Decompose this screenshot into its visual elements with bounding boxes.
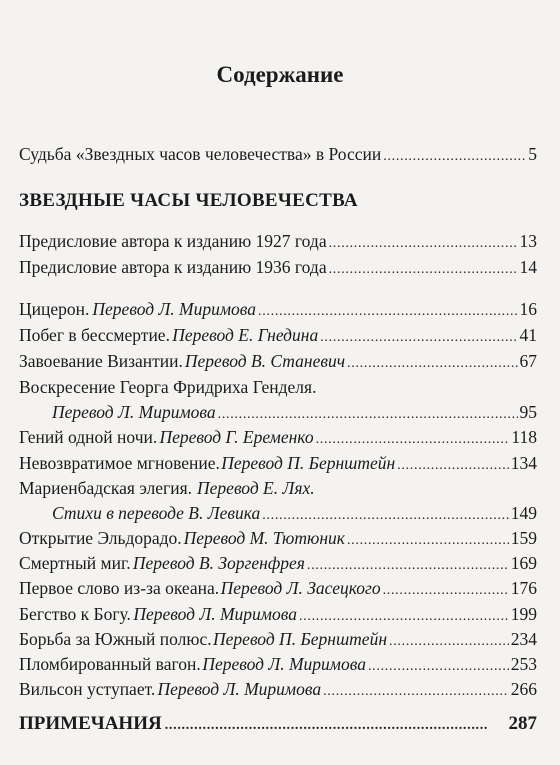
- toc-entry-translator: Перевод Г. Еременко: [159, 427, 314, 447]
- toc-page-number: 266: [510, 679, 537, 699]
- dot-leader: [347, 353, 517, 375]
- dot-leader: [165, 718, 506, 734]
- toc-entry[interactable]: [19, 298, 537, 323]
- dot-leader: [329, 233, 518, 255]
- toc-page-number: 14: [519, 257, 537, 277]
- toc-entry[interactable]: [19, 653, 537, 678]
- toc-page-number: 149: [510, 503, 537, 523]
- toc-entry-title: ПРИМЕЧАНИЯ: [19, 713, 162, 734]
- dot-leader: [323, 681, 509, 703]
- toc-page-number: 176: [510, 578, 537, 598]
- toc-entry-continuation[interactable]: [52, 401, 537, 426]
- toc-page-number: 41: [519, 325, 537, 345]
- toc-entry-title: Пломбированный вагон.: [19, 654, 201, 674]
- toc-page-number: 234: [510, 629, 537, 649]
- toc-entry[interactable]: [19, 376, 316, 398]
- toc-entry-translator: Перевод В. Станевич: [184, 351, 346, 371]
- toc-entry-title: Цицерон.: [19, 299, 90, 319]
- dot-leader: [262, 505, 509, 527]
- toc-entry-translator: Перевод Л. Миримова: [92, 299, 257, 319]
- toc-entry[interactable]: [19, 527, 537, 552]
- toc-entry-title: Невозвратимое мгновение.: [19, 453, 220, 473]
- toc-entry-title: Открытие Эльдорадо.: [19, 528, 182, 548]
- section-heading: ЗВЕЗДНЫЕ ЧАСЫ ЧЕЛОВЕЧЕСТВА: [19, 190, 358, 211]
- toc-entry-title: Предисловие автора к изданию 1927 года: [19, 231, 327, 251]
- toc-entry-title: Смертный миг.: [19, 553, 131, 573]
- page-title: Содержание: [216, 62, 344, 87]
- toc-entry-title: Борьба за Южный полюс.: [19, 629, 212, 649]
- toc-entry[interactable]: [19, 324, 537, 349]
- toc-page-number: 253: [510, 654, 537, 674]
- toc-page-number: 13: [519, 231, 537, 251]
- toc-entry-title: Завоевание Византии.: [19, 351, 183, 371]
- toc-entry-translator: Перевод В. Зоргенфрея: [132, 553, 305, 573]
- dot-leader: [347, 530, 509, 552]
- toc-entry-title: Воскресение Георга Фридриха Генделя.: [19, 377, 317, 397]
- toc-entry-preface-1927[interactable]: [19, 230, 537, 255]
- toc-entry-translator: Перевод Л. Засецкого: [220, 578, 381, 598]
- toc-entry-translator: Перевод Л. Миримова: [202, 654, 366, 674]
- toc-page-number: 67: [519, 351, 537, 371]
- toc-page-number: 287: [508, 713, 537, 734]
- toc-page-number: 16: [519, 299, 537, 319]
- toc-entry-intro[interactable]: [19, 143, 537, 168]
- toc-page-number: 199: [510, 604, 537, 624]
- toc-entry[interactable]: [19, 678, 537, 703]
- toc-entry-translator: Перевод Л. Миримова: [157, 679, 322, 699]
- toc-entry-title: Бегство к Богу.: [19, 604, 131, 624]
- toc-entry-translator: Стихи в переводе В. Левика: [52, 503, 261, 523]
- toc-entry[interactable]: [19, 603, 537, 628]
- toc-entry[interactable]: [19, 452, 537, 477]
- dot-leader: [397, 455, 509, 477]
- toc-entry[interactable]: [19, 628, 537, 653]
- toc-entry-continuation[interactable]: [52, 502, 537, 527]
- toc-entry-translator: Перевод Е. Гнедина: [172, 325, 319, 345]
- toc-entry-title: Предисловие автора к изданию 1936 года: [19, 257, 327, 277]
- dot-leader: [320, 327, 517, 349]
- toc-entry[interactable]: [19, 426, 537, 451]
- toc-entry-translator: Перевод Л. Миримова: [133, 604, 297, 624]
- dot-leader: [389, 631, 509, 653]
- dot-leader: [307, 555, 509, 577]
- dot-leader: [218, 404, 518, 426]
- toc-entry-title: Гений одной ночи.: [19, 427, 158, 447]
- toc-page-number: 5: [528, 144, 537, 164]
- dot-leader: [383, 580, 509, 602]
- toc-page-number: 169: [510, 553, 537, 573]
- toc-entry[interactable]: [19, 552, 537, 577]
- dot-leader: [258, 301, 517, 323]
- toc-entry[interactable]: [19, 350, 537, 375]
- toc-entry-translator: Перевод Л. Миримова: [52, 402, 216, 422]
- toc-entry-translator: Перевод П. Бернштейн: [221, 453, 396, 473]
- dot-leader: [368, 656, 509, 678]
- dot-leader: [329, 259, 518, 281]
- toc-entry-translator: Перевод М. Тютюник: [183, 528, 345, 548]
- toc-entry-title: Вильсон уступает.: [19, 679, 156, 699]
- toc-entry[interactable]: [19, 477, 315, 499]
- dot-leader: [316, 429, 510, 451]
- toc-entry-notes[interactable]: [19, 713, 537, 735]
- toc-entry-title: Судьба «Звездных часов человечества» в России: [19, 144, 382, 164]
- toc-page-number: 134: [510, 453, 537, 473]
- toc-entry-preface-1936[interactable]: [19, 256, 537, 281]
- dot-leader: [299, 606, 509, 628]
- toc-entry-translator: Перевод П. Бернштейн: [213, 629, 388, 649]
- toc-page-number: 118: [511, 427, 537, 447]
- toc-entry-title: Мариенбадская элегия.: [19, 478, 193, 498]
- dot-leader: [383, 146, 526, 168]
- toc-page-number: 95: [519, 402, 537, 422]
- toc-entry-title: Побег в бессмертие.: [19, 325, 170, 345]
- toc-entry-title: Первое слово из-за океана.: [19, 578, 220, 598]
- toc-page-number: 159: [510, 528, 537, 548]
- toc-entry-translator: Перевод Е. Лях.: [197, 478, 315, 498]
- toc-entry[interactable]: [19, 577, 537, 602]
